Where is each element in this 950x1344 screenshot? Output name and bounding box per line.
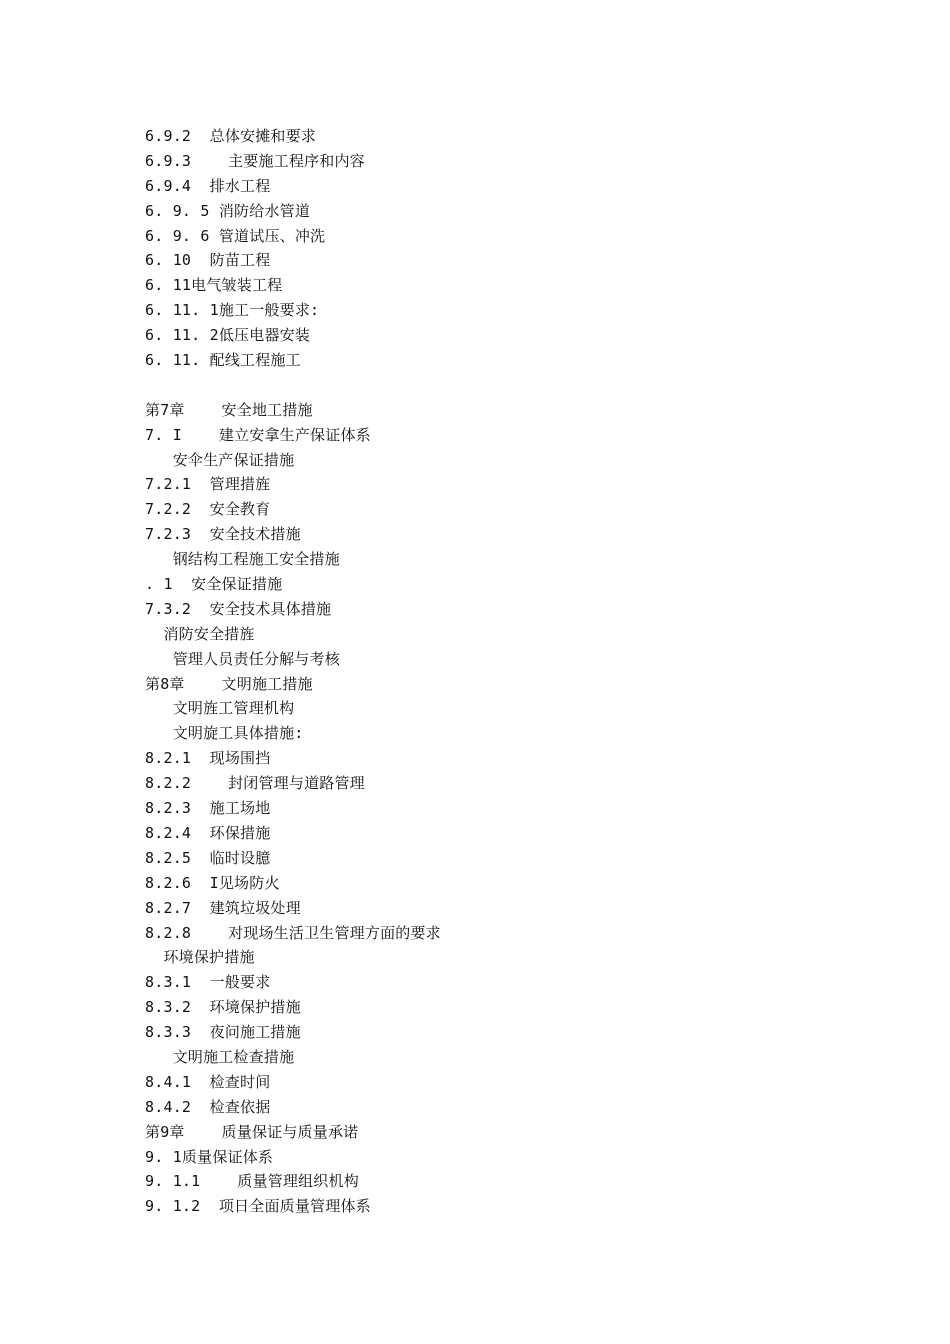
toc-entry: 6. 9. 5 消防给水管道 bbox=[145, 201, 311, 220]
toc-entry: 消防安全措旌 bbox=[145, 624, 255, 643]
toc-entry: 8.3.3 夜问施工措施 bbox=[145, 1023, 301, 1042]
toc-entry: 8.4.2 检查依据 bbox=[145, 1097, 271, 1116]
toc-entry: 安伞生产保证措施 bbox=[145, 450, 295, 469]
toc-entry: 6. 11电气皱装工程 bbox=[145, 276, 283, 295]
toc-entry: 管理人员责任分解与考核 bbox=[145, 649, 340, 668]
toc-entry: 8.2.3 施工场地 bbox=[145, 799, 271, 818]
toc-entry: 6.9.2 总体安摊和要求 bbox=[145, 127, 317, 145]
toc-entry: 文明旌工管理机构 bbox=[145, 699, 295, 718]
toc-chapter-heading: 第7章 安全地工措施 bbox=[145, 400, 313, 419]
toc-entry: 7.2.1 管理措旌 bbox=[145, 475, 271, 494]
toc-entry: . 1 安全保证措施 bbox=[145, 575, 283, 594]
toc-entry: 6. 11. 1施工一般要求: bbox=[145, 301, 320, 320]
toc-entry: 文明旋工具体措施: bbox=[145, 724, 304, 743]
toc-chapter-heading: 第8章 文明施工措施 bbox=[145, 674, 313, 693]
toc-entry: 8.3.2 环境保护措施 bbox=[145, 998, 301, 1017]
toc-entry: 8.2.2 封闭管理与道路管理 bbox=[145, 774, 365, 793]
toc-entry: 7.2.3 安全技术措施 bbox=[145, 525, 301, 544]
toc-entry: 7.3.2 安全技术具体措施 bbox=[145, 599, 332, 618]
toc-entry: 钢结构工程施工安全措施 bbox=[145, 550, 340, 569]
toc-entry: 9. 1.1 质量管理组织机构 bbox=[145, 1172, 359, 1191]
toc-entry: 9. 1.2 项日全面质量管理体系 bbox=[145, 1197, 371, 1216]
toc-entry: 7. I 建立安拿生产保证体系 bbox=[145, 425, 371, 444]
toc-entry: 6. 11. 2低压电器安装 bbox=[145, 326, 311, 345]
toc-entry: 8.2.8 对现场生活卫生管理方面的要求 bbox=[145, 923, 441, 942]
toc-entry: 环境保护措施 bbox=[145, 948, 255, 967]
toc-spacer bbox=[145, 373, 865, 398]
toc-entry: 8.2.5 临时设臆 bbox=[145, 848, 271, 867]
toc-entry: 8.4.1 检查时间 bbox=[145, 1072, 271, 1091]
toc-entry: 6. 9. 6 管道试压、冲洗 bbox=[145, 226, 326, 245]
toc-entry: 8.3.1 一般要求 bbox=[145, 973, 271, 992]
toc-entry: 6.9.3 主要施工程序和内容 bbox=[145, 151, 365, 170]
toc-entry: 8.2.4 环保措施 bbox=[145, 823, 271, 842]
toc-entry: 6. 11. 配线工程施工 bbox=[145, 351, 301, 370]
toc-entry: 6.9.4 排水工程 bbox=[145, 176, 271, 195]
toc-entry: 8.2.6 I见场防火 bbox=[145, 873, 280, 892]
toc-entry: 9. 1质量保证体系 bbox=[145, 1147, 274, 1166]
toc-entry: 8.2.7 建筑垃圾处理 bbox=[145, 898, 301, 917]
toc-entry: 6. 10 防苗工程 bbox=[145, 251, 271, 270]
table-of-contents bbox=[145, 124, 865, 1219]
toc-entry: 文明施工检查措施 bbox=[145, 1047, 295, 1066]
toc-entry: 7.2.2 安全教育 bbox=[145, 500, 271, 519]
toc-chapter-heading: 第9章 质量保证与质量承诺 bbox=[145, 1122, 359, 1141]
toc-entry: 8.2.1 现场围挡 bbox=[145, 749, 271, 768]
